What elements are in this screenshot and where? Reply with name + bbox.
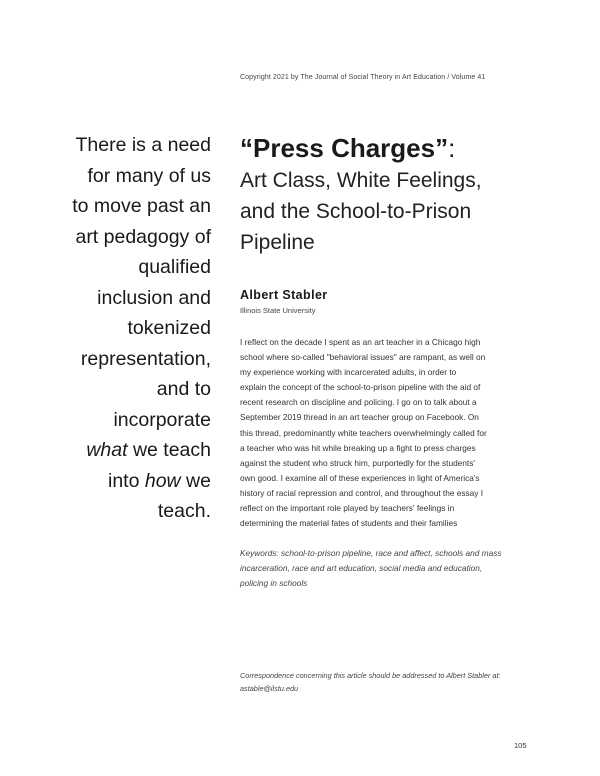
article-subtitle bbox=[240, 165, 570, 258]
abstract-line: I reflect on the decade I spent as an art teacher in a Chicago high bbox=[240, 337, 481, 347]
pull-quote-emphasis: what bbox=[86, 439, 128, 461]
abstract-line: explain the concept of the school-to-prison pipeline with the aid of bbox=[240, 382, 481, 393]
pull-quote-text: we bbox=[180, 469, 211, 492]
abstract-line: recent research on discipline and policing. I go on to talk about a bbox=[240, 397, 477, 408]
keywords-line: policing in schools bbox=[240, 578, 308, 589]
pull-quote-line: qualified bbox=[138, 256, 211, 278]
pull-quote-line bbox=[41, 466, 211, 497]
abstract-line: own good. I examine all of these experiences in light of America's bbox=[240, 472, 480, 483]
abstract bbox=[240, 335, 540, 531]
title-colon: : bbox=[448, 133, 456, 163]
keywords bbox=[240, 546, 540, 591]
pull-quote-line: art pedagogy of bbox=[75, 225, 211, 248]
author-name: Albert Stabler bbox=[240, 288, 328, 302]
abstract-line: September 2019 thread in an art teacher group on Facebook. On bbox=[240, 412, 479, 423]
pull-quote-line: to move past an bbox=[72, 195, 211, 217]
page-number: 105 bbox=[514, 741, 527, 750]
author-affiliation: Illinois State University bbox=[240, 306, 316, 315]
pull-quote-line: There is a need bbox=[75, 134, 211, 156]
pull-quote-line: and to bbox=[156, 378, 211, 400]
correspondence-email: astable@ilstu.edu bbox=[240, 683, 299, 693]
abstract-line: school where so-called "behavioral issues" are rampant, as well on bbox=[240, 352, 486, 363]
pull-quote-line: teach. bbox=[157, 500, 211, 522]
article-title bbox=[240, 131, 570, 165]
pull-quote-line: representation, bbox=[80, 347, 211, 370]
subtitle-line: Art Class, White Feelings, bbox=[240, 169, 482, 192]
pull-quote-line: for many of us bbox=[87, 164, 211, 187]
pull-quote-emphasis: how bbox=[144, 469, 181, 492]
pull-quote-line: inclusion and bbox=[97, 286, 211, 309]
pull-quote-line bbox=[41, 435, 211, 466]
pull-quote-text: into bbox=[108, 469, 145, 492]
article-title-block bbox=[240, 131, 570, 258]
abstract-line: history of racial repression and control, and throughout the essay I bbox=[240, 487, 484, 498]
subtitle-line: Pipeline bbox=[240, 231, 315, 254]
copyright-notice: Copyright 2021 by The Journal of Social Theory in Art Education / Volume 41 bbox=[240, 74, 486, 81]
keywords-line: Keywords: school-to-prison pipeline, race and affect, schools and mass bbox=[240, 548, 502, 558]
abstract-line: this thread, predominantly white teachers overwhelmingly called for bbox=[240, 427, 487, 438]
correspondence-line: Correspondence concerning this article should be addressed to Albert Stabler at: bbox=[240, 671, 501, 680]
abstract-line: against the student who struck him, purportedly for the students' bbox=[240, 457, 475, 468]
pull-quote-line: tokenized bbox=[127, 317, 211, 339]
abstract-line: my experience working with incarcerated adults, in order to bbox=[240, 367, 457, 378]
correspondence-note bbox=[240, 670, 540, 695]
pull-quote-text: we teach bbox=[127, 439, 211, 461]
abstract-line: determining the material fates of students and their families bbox=[240, 518, 458, 529]
title-quoted: “Press Charges” bbox=[240, 133, 449, 163]
pull-quote-line: incorporate bbox=[113, 408, 211, 431]
abstract-line: a teacher who was hit while breaking up a fight to press charges bbox=[240, 442, 476, 453]
pull-quote bbox=[41, 130, 211, 527]
subtitle-line: and the School-to-Prison bbox=[240, 200, 472, 223]
abstract-line: reflect on the important role played by teachers' feelings in bbox=[240, 503, 455, 514]
keywords-line: incarceration, race and art education, social media and education, bbox=[240, 563, 483, 574]
